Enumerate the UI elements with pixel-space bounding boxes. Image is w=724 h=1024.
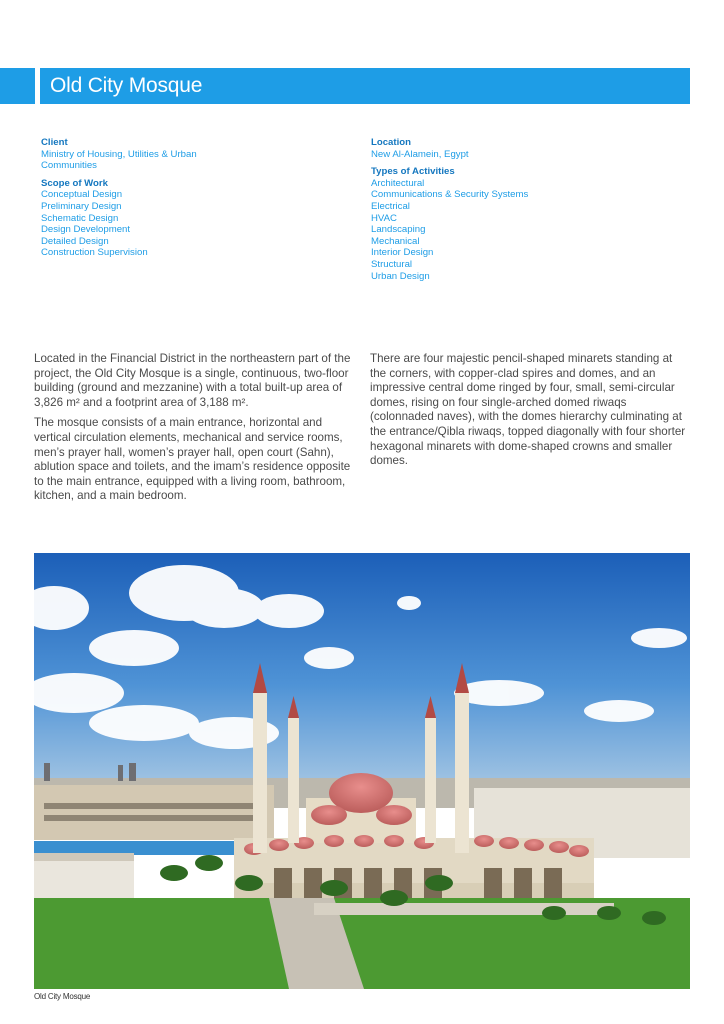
- activity-item: Interior Design: [371, 247, 434, 259]
- activity-item: Landscaping: [371, 224, 426, 236]
- project-info-left: [41, 137, 241, 259]
- activities-label: Types of Activities: [371, 166, 455, 178]
- description-paragraph: There are four majestic pencil-shaped minarets standing at the corners, with copper-clad spires and domes, and an impressive central dome ringed by four, small, semi-circular domes, rising on four single-arched domed riwaqs (colonnaded naves), with the domes hierarchy culminating at the entrance/Qibla riwaqs, topped diagonally with four shorter hexagonal minarets with dome-shaped crowns and smaller domes.: [370, 352, 686, 468]
- description-paragraph: The mosque consists of a main entrance, horizontal and vertical circulation elements, mechanical and service rooms, men’s prayer hall, women’s prayer hall, open court (Sahn), ablution space and toilets, and the imam’s residence opposite to the main entrance, equipped with a living room, bathroom, kitchen, and a main bedroom.: [34, 416, 351, 503]
- client-value: Ministry of Housing, Utilities & Urban: [41, 148, 197, 160]
- scope-item: Preliminary Design: [41, 200, 122, 212]
- client-value: Communities: [41, 160, 97, 172]
- description-right: [370, 352, 690, 475]
- client-label: Client: [41, 137, 68, 148]
- scope-item: Detailed Design: [41, 235, 109, 247]
- title-accent-block: [0, 68, 35, 104]
- activity-item: HVAC: [371, 212, 397, 224]
- description-left: [34, 352, 356, 510]
- activity-item: Structural: [371, 258, 413, 270]
- scope-item: Schematic Design: [41, 212, 119, 224]
- activity-item: Urban Design: [371, 270, 430, 282]
- photo-caption: Old City Mosque: [34, 992, 91, 1001]
- location-value: New Al-Alamein, Egypt: [371, 148, 469, 160]
- activity-item: Architectural: [371, 177, 425, 189]
- scope-item: Design Development: [41, 224, 131, 236]
- location-label: Location: [371, 137, 411, 148]
- mosque-photo: [34, 553, 690, 989]
- scope-item: Construction Supervision: [41, 247, 148, 259]
- scope-label: Scope of Work: [41, 177, 108, 189]
- activity-item: Communications & Security Systems: [371, 189, 529, 201]
- description-paragraph: Located in the Financial District in the northeastern part of the project, the Old City Mosque is a single, continuous, two-floor building (ground and mezzanine) with a total built-up area of 3,826 m² and a footprint area of 3,188 m².: [34, 352, 351, 409]
- scope-item: Conceptual Design: [41, 189, 123, 201]
- activity-item: Mechanical: [371, 235, 420, 247]
- activity-item: Electrical: [371, 200, 410, 212]
- project-info-right: [371, 137, 591, 282]
- page-title: Old City Mosque: [40, 68, 690, 104]
